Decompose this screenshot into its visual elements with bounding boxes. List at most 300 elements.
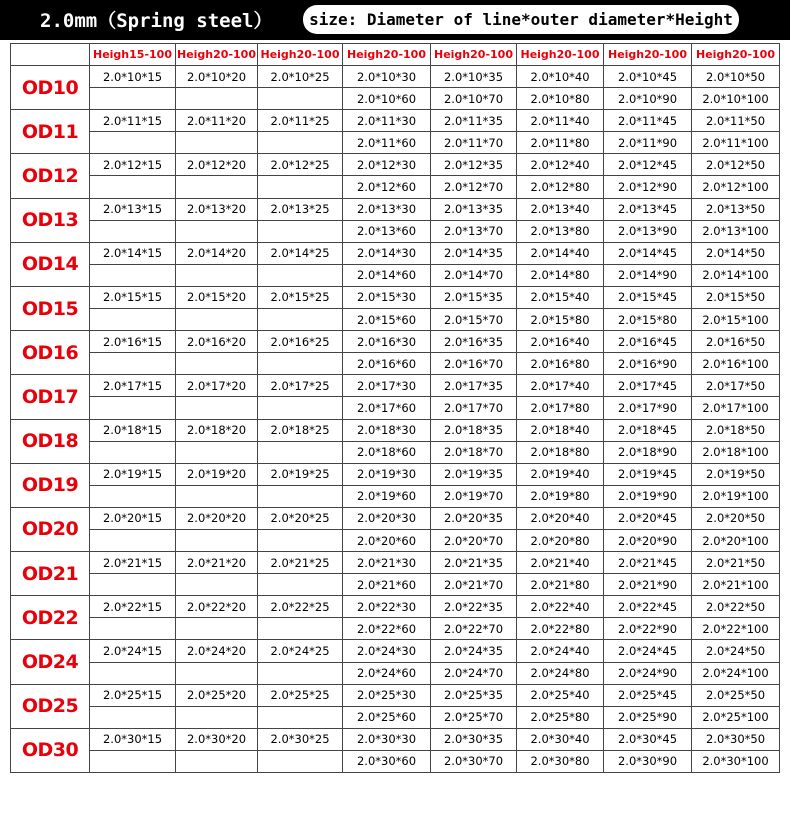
od-label: OD13: [11, 198, 90, 242]
size-cell: 2.0*18*100: [692, 441, 780, 463]
size-cell: 2.0*10*50: [692, 66, 780, 88]
od-label: OD10: [11, 66, 90, 110]
size-cell: 2.0*11*30: [343, 110, 431, 132]
size-cell: 2.0*10*30: [343, 66, 431, 88]
empty-cell: [176, 441, 258, 463]
header-bar: [0, 0, 790, 40]
empty-cell: [90, 529, 176, 551]
size-cell: 2.0*24*20: [176, 640, 258, 662]
empty-cell: [176, 353, 258, 375]
size-cell: 2.0*24*45: [604, 640, 692, 662]
od-label: OD21: [11, 552, 90, 596]
size-cell: 2.0*22*100: [692, 618, 780, 640]
empty-cell: [258, 132, 343, 154]
empty-cell: [258, 574, 343, 596]
size-cell: 2.0*25*45: [604, 684, 692, 706]
size-cell: 2.0*22*15: [90, 596, 176, 618]
size-cell: 2.0*13*100: [692, 220, 780, 242]
size-cell: 2.0*30*80: [517, 750, 604, 772]
size-cell: 2.0*13*50: [692, 198, 780, 220]
page-title: 2.0mm（Spring steel）: [40, 10, 273, 32]
empty-cell: [258, 529, 343, 551]
size-cell: 2.0*12*20: [176, 154, 258, 176]
size-cell: 2.0*21*45: [604, 552, 692, 574]
size-cell: 2.0*14*45: [604, 242, 692, 264]
column-header: [11, 44, 90, 66]
size-cell: 2.0*11*20: [176, 110, 258, 132]
size-cell: 2.0*11*50: [692, 110, 780, 132]
size-cell: 2.0*20*20: [176, 507, 258, 529]
size-cell: 2.0*22*20: [176, 596, 258, 618]
size-cell: 2.0*22*50: [692, 596, 780, 618]
size-cell: 2.0*19*35: [431, 463, 517, 485]
size-cell: 2.0*18*60: [343, 441, 431, 463]
size-cell: 2.0*18*15: [90, 419, 176, 441]
empty-cell: [176, 309, 258, 331]
size-cell: 2.0*30*35: [431, 728, 517, 750]
size-cell: 2.0*19*80: [517, 485, 604, 507]
size-cell: 2.0*15*80: [517, 309, 604, 331]
empty-cell: [258, 441, 343, 463]
table-row: [11, 264, 780, 286]
size-cell: 2.0*17*50: [692, 375, 780, 397]
size-cell: 2.0*25*70: [431, 706, 517, 728]
size-cell: 2.0*12*30: [343, 154, 431, 176]
size-cell: 2.0*16*90: [604, 353, 692, 375]
size-cell: 2.0*25*80: [517, 706, 604, 728]
size-cell: 2.0*25*90: [604, 706, 692, 728]
empty-cell: [176, 529, 258, 551]
size-cell: 2.0*13*20: [176, 198, 258, 220]
empty-cell: [90, 750, 176, 772]
column-header: Heigh20-100: [517, 44, 604, 66]
size-cell: 2.0*14*70: [431, 264, 517, 286]
size-cell: 2.0*18*45: [604, 419, 692, 441]
size-cell: 2.0*11*15: [90, 110, 176, 132]
empty-cell: [90, 309, 176, 331]
empty-cell: [258, 309, 343, 331]
size-cell: 2.0*14*25: [258, 242, 343, 264]
size-cell: 2.0*30*50: [692, 728, 780, 750]
size-cell: 2.0*16*25: [258, 331, 343, 353]
size-cell: 2.0*24*30: [343, 640, 431, 662]
size-cell: 2.0*17*90: [604, 397, 692, 419]
empty-cell: [176, 176, 258, 198]
size-cell: 2.0*24*40: [517, 640, 604, 662]
size-cell: 2.0*17*60: [343, 397, 431, 419]
size-cell: 2.0*24*50: [692, 640, 780, 662]
size-cell: 2.0*24*80: [517, 662, 604, 684]
size-cell: 2.0*16*45: [604, 331, 692, 353]
od-label: OD12: [11, 154, 90, 198]
size-cell: 2.0*24*35: [431, 640, 517, 662]
size-cell: 2.0*12*100: [692, 176, 780, 198]
size-cell: 2.0*12*45: [604, 154, 692, 176]
size-cell: 2.0*24*70: [431, 662, 517, 684]
table-row: [11, 331, 780, 353]
size-cell: 2.0*19*60: [343, 485, 431, 507]
size-cell: 2.0*21*50: [692, 552, 780, 574]
size-cell: 2.0*10*70: [431, 88, 517, 110]
size-cell: 2.0*25*30: [343, 684, 431, 706]
size-cell: 2.0*22*25: [258, 596, 343, 618]
table-row: [11, 529, 780, 551]
size-cell: 2.0*16*20: [176, 331, 258, 353]
size-cell: 2.0*21*100: [692, 574, 780, 596]
od-label: OD11: [11, 110, 90, 154]
table-row: [11, 353, 780, 375]
size-cell: 2.0*19*100: [692, 485, 780, 507]
empty-cell: [258, 264, 343, 286]
size-cell: 2.0*19*70: [431, 485, 517, 507]
size-cell: 2.0*14*90: [604, 264, 692, 286]
size-cell: 2.0*25*60: [343, 706, 431, 728]
size-cell: 2.0*16*80: [517, 353, 604, 375]
empty-cell: [90, 132, 176, 154]
table-row: [11, 618, 780, 640]
size-cell: 2.0*11*60: [343, 132, 431, 154]
size-cell: 2.0*18*90: [604, 441, 692, 463]
size-cell: 2.0*22*45: [604, 596, 692, 618]
table-row: [11, 397, 780, 419]
size-cell: 2.0*11*25: [258, 110, 343, 132]
empty-cell: [90, 706, 176, 728]
size-cell: 2.0*14*80: [517, 264, 604, 286]
table-row: [11, 242, 780, 264]
od-label: OD15: [11, 286, 90, 330]
table-row: [11, 750, 780, 772]
size-cell: 2.0*15*30: [343, 286, 431, 308]
size-cell: 2.0*17*45: [604, 375, 692, 397]
empty-cell: [258, 220, 343, 242]
size-cell: 2.0*20*70: [431, 529, 517, 551]
size-cell: 2.0*10*40: [517, 66, 604, 88]
size-cell: 2.0*22*70: [431, 618, 517, 640]
size-cell: 2.0*14*20: [176, 242, 258, 264]
size-cell: 2.0*15*40: [517, 286, 604, 308]
size-cell: 2.0*12*50: [692, 154, 780, 176]
empty-cell: [90, 88, 176, 110]
size-cell: 2.0*19*15: [90, 463, 176, 485]
size-cell: 2.0*10*35: [431, 66, 517, 88]
size-cell: 2.0*20*50: [692, 507, 780, 529]
size-cell: 2.0*13*35: [431, 198, 517, 220]
size-cell: 2.0*17*20: [176, 375, 258, 397]
od-label: OD30: [11, 728, 90, 772]
size-cell: 2.0*25*35: [431, 684, 517, 706]
column-header: Heigh20-100: [692, 44, 780, 66]
size-cell: 2.0*11*70: [431, 132, 517, 154]
empty-cell: [176, 706, 258, 728]
size-cell: 2.0*30*20: [176, 728, 258, 750]
size-cell: 2.0*20*100: [692, 529, 780, 551]
od-label: OD17: [11, 375, 90, 419]
empty-cell: [258, 397, 343, 419]
size-cell: 2.0*13*30: [343, 198, 431, 220]
table-row: [11, 485, 780, 507]
table-row: [11, 463, 780, 485]
column-header: Heigh20-100: [258, 44, 343, 66]
size-cell: 2.0*10*45: [604, 66, 692, 88]
size-cell: 2.0*12*90: [604, 176, 692, 198]
size-cell: 2.0*25*100: [692, 706, 780, 728]
od-label: OD19: [11, 463, 90, 507]
empty-cell: [258, 176, 343, 198]
size-cell: 2.0*25*40: [517, 684, 604, 706]
size-cell: 2.0*30*60: [343, 750, 431, 772]
size-cell: 2.0*18*40: [517, 419, 604, 441]
size-cell: 2.0*16*40: [517, 331, 604, 353]
size-cell: 2.0*15*20: [176, 286, 258, 308]
size-cell: 2.0*20*80: [517, 529, 604, 551]
empty-cell: [90, 441, 176, 463]
empty-cell: [258, 485, 343, 507]
size-cell: 2.0*15*15: [90, 286, 176, 308]
size-cell: 2.0*30*30: [343, 728, 431, 750]
table-row: [11, 684, 780, 706]
column-header: Heigh20-100: [176, 44, 258, 66]
table-row: [11, 154, 780, 176]
table-row: [11, 706, 780, 728]
size-note-badge: size: Diameter of line*outer diameter*Height: [303, 5, 739, 34]
size-cell: 2.0*13*40: [517, 198, 604, 220]
empty-cell: [258, 706, 343, 728]
size-cell: 2.0*16*60: [343, 353, 431, 375]
size-cell: 2.0*25*25: [258, 684, 343, 706]
size-cell: 2.0*17*100: [692, 397, 780, 419]
size-cell: 2.0*10*100: [692, 88, 780, 110]
empty-cell: [258, 750, 343, 772]
size-cell: 2.0*20*35: [431, 507, 517, 529]
size-cell: 2.0*19*45: [604, 463, 692, 485]
size-cell: 2.0*11*45: [604, 110, 692, 132]
size-cell: 2.0*18*50: [692, 419, 780, 441]
size-cell: 2.0*18*70: [431, 441, 517, 463]
size-cell: 2.0*20*60: [343, 529, 431, 551]
size-cell: 2.0*25*20: [176, 684, 258, 706]
size-cell: 2.0*10*60: [343, 88, 431, 110]
size-cell: 2.0*21*25: [258, 552, 343, 574]
table-row: [11, 640, 780, 662]
size-cell: 2.0*13*80: [517, 220, 604, 242]
size-cell: 2.0*12*25: [258, 154, 343, 176]
size-cell: 2.0*10*25: [258, 66, 343, 88]
size-cell: 2.0*24*90: [604, 662, 692, 684]
od-label: OD18: [11, 419, 90, 463]
size-cell: 2.0*21*40: [517, 552, 604, 574]
size-cell: 2.0*17*25: [258, 375, 343, 397]
size-cell: 2.0*20*15: [90, 507, 176, 529]
table-row: [11, 662, 780, 684]
size-cell: 2.0*18*80: [517, 441, 604, 463]
size-cell: 2.0*10*90: [604, 88, 692, 110]
table-row: [11, 441, 780, 463]
size-cell: 2.0*18*35: [431, 419, 517, 441]
size-cell: 2.0*14*40: [517, 242, 604, 264]
size-cell: 2.0*18*30: [343, 419, 431, 441]
table-row: [11, 728, 780, 750]
column-header: Heigh20-100: [604, 44, 692, 66]
size-cell: 2.0*20*45: [604, 507, 692, 529]
table-row: [11, 176, 780, 198]
table-row: [11, 309, 780, 331]
size-cell: 2.0*15*35: [431, 286, 517, 308]
table-row: [11, 419, 780, 441]
size-cell: 2.0*13*90: [604, 220, 692, 242]
size-cell: 2.0*11*40: [517, 110, 604, 132]
empty-cell: [90, 264, 176, 286]
size-cell: 2.0*13*25: [258, 198, 343, 220]
table-row: [11, 286, 780, 308]
size-cell: 2.0*13*60: [343, 220, 431, 242]
table-row: [11, 552, 780, 574]
od-label: OD24: [11, 640, 90, 684]
table-header-row: [11, 44, 780, 66]
size-cell: 2.0*14*30: [343, 242, 431, 264]
size-cell: 2.0*21*90: [604, 574, 692, 596]
size-cell: 2.0*25*50: [692, 684, 780, 706]
size-cell: 2.0*15*60: [343, 309, 431, 331]
size-cell: 2.0*15*70: [431, 309, 517, 331]
size-cell: 2.0*30*25: [258, 728, 343, 750]
table-row: [11, 88, 780, 110]
size-cell: 2.0*17*40: [517, 375, 604, 397]
empty-cell: [258, 618, 343, 640]
size-cell: 2.0*15*100: [692, 309, 780, 331]
size-cell: 2.0*20*30: [343, 507, 431, 529]
size-cell: 2.0*16*100: [692, 353, 780, 375]
size-cell: 2.0*24*15: [90, 640, 176, 662]
empty-cell: [176, 750, 258, 772]
size-cell: 2.0*17*30: [343, 375, 431, 397]
size-cell: 2.0*22*35: [431, 596, 517, 618]
size-cell: 2.0*11*35: [431, 110, 517, 132]
size-cell: 2.0*12*70: [431, 176, 517, 198]
size-cell: 2.0*19*90: [604, 485, 692, 507]
spec-table: [10, 43, 780, 773]
size-cell: 2.0*10*15: [90, 66, 176, 88]
size-cell: 2.0*30*15: [90, 728, 176, 750]
size-cell: 2.0*19*50: [692, 463, 780, 485]
size-cell: 2.0*24*100: [692, 662, 780, 684]
size-cell: 2.0*21*35: [431, 552, 517, 574]
size-cell: 2.0*13*45: [604, 198, 692, 220]
empty-cell: [90, 220, 176, 242]
table-row: [11, 110, 780, 132]
size-cell: 2.0*30*70: [431, 750, 517, 772]
empty-cell: [90, 176, 176, 198]
table-row: [11, 574, 780, 596]
size-cell: 2.0*16*15: [90, 331, 176, 353]
size-cell: 2.0*10*20: [176, 66, 258, 88]
size-cell: 2.0*21*30: [343, 552, 431, 574]
size-cell: 2.0*22*80: [517, 618, 604, 640]
empty-cell: [90, 485, 176, 507]
empty-cell: [90, 618, 176, 640]
size-cell: 2.0*12*40: [517, 154, 604, 176]
size-cell: 2.0*22*30: [343, 596, 431, 618]
size-cell: 2.0*11*100: [692, 132, 780, 154]
size-cell: 2.0*13*15: [90, 198, 176, 220]
size-cell: 2.0*15*45: [604, 286, 692, 308]
size-cell: 2.0*25*15: [90, 684, 176, 706]
empty-cell: [176, 264, 258, 286]
column-header: Heigh20-100: [343, 44, 431, 66]
size-cell: 2.0*24*60: [343, 662, 431, 684]
table-row: [11, 507, 780, 529]
empty-cell: [258, 88, 343, 110]
empty-cell: [176, 618, 258, 640]
size-cell: 2.0*24*25: [258, 640, 343, 662]
size-cell: 2.0*14*15: [90, 242, 176, 264]
size-cell: 2.0*19*30: [343, 463, 431, 485]
empty-cell: [90, 353, 176, 375]
size-cell: 2.0*21*80: [517, 574, 604, 596]
size-cell: 2.0*13*70: [431, 220, 517, 242]
size-cell: 2.0*12*15: [90, 154, 176, 176]
size-cell: 2.0*15*80: [604, 309, 692, 331]
size-cell: 2.0*14*35: [431, 242, 517, 264]
size-cell: 2.0*17*15: [90, 375, 176, 397]
size-cell: 2.0*15*25: [258, 286, 343, 308]
empty-cell: [176, 132, 258, 154]
size-cell: 2.0*18*25: [258, 419, 343, 441]
size-cell: 2.0*12*80: [517, 176, 604, 198]
od-label: OD22: [11, 596, 90, 640]
size-cell: 2.0*12*60: [343, 176, 431, 198]
size-cell: 2.0*20*25: [258, 507, 343, 529]
size-cell: 2.0*30*100: [692, 750, 780, 772]
size-cell: 2.0*20*40: [517, 507, 604, 529]
empty-cell: [90, 574, 176, 596]
table-row: [11, 596, 780, 618]
size-cell: 2.0*16*70: [431, 353, 517, 375]
empty-cell: [176, 220, 258, 242]
empty-cell: [176, 662, 258, 684]
table-row: [11, 66, 780, 88]
size-cell: 2.0*11*80: [517, 132, 604, 154]
empty-cell: [176, 574, 258, 596]
size-cell: 2.0*10*80: [517, 88, 604, 110]
size-cell: 2.0*14*60: [343, 264, 431, 286]
table-row: [11, 132, 780, 154]
table-row: [11, 198, 780, 220]
size-cell: 2.0*15*50: [692, 286, 780, 308]
size-cell: 2.0*30*90: [604, 750, 692, 772]
size-cell: 2.0*30*45: [604, 728, 692, 750]
empty-cell: [90, 662, 176, 684]
table-row: [11, 375, 780, 397]
size-cell: 2.0*22*40: [517, 596, 604, 618]
size-cell: 2.0*11*90: [604, 132, 692, 154]
size-cell: 2.0*30*40: [517, 728, 604, 750]
size-cell: 2.0*19*20: [176, 463, 258, 485]
empty-cell: [176, 397, 258, 419]
size-cell: 2.0*19*40: [517, 463, 604, 485]
empty-cell: [176, 485, 258, 507]
od-label: OD20: [11, 507, 90, 551]
od-label: OD16: [11, 331, 90, 375]
size-cell: 2.0*21*70: [431, 574, 517, 596]
empty-cell: [258, 662, 343, 684]
size-cell: 2.0*16*35: [431, 331, 517, 353]
size-cell: 2.0*22*90: [604, 618, 692, 640]
size-cell: 2.0*16*30: [343, 331, 431, 353]
size-cell: 2.0*17*35: [431, 375, 517, 397]
od-label: OD25: [11, 684, 90, 728]
size-cell: 2.0*17*80: [517, 397, 604, 419]
size-cell: 2.0*21*15: [90, 552, 176, 574]
